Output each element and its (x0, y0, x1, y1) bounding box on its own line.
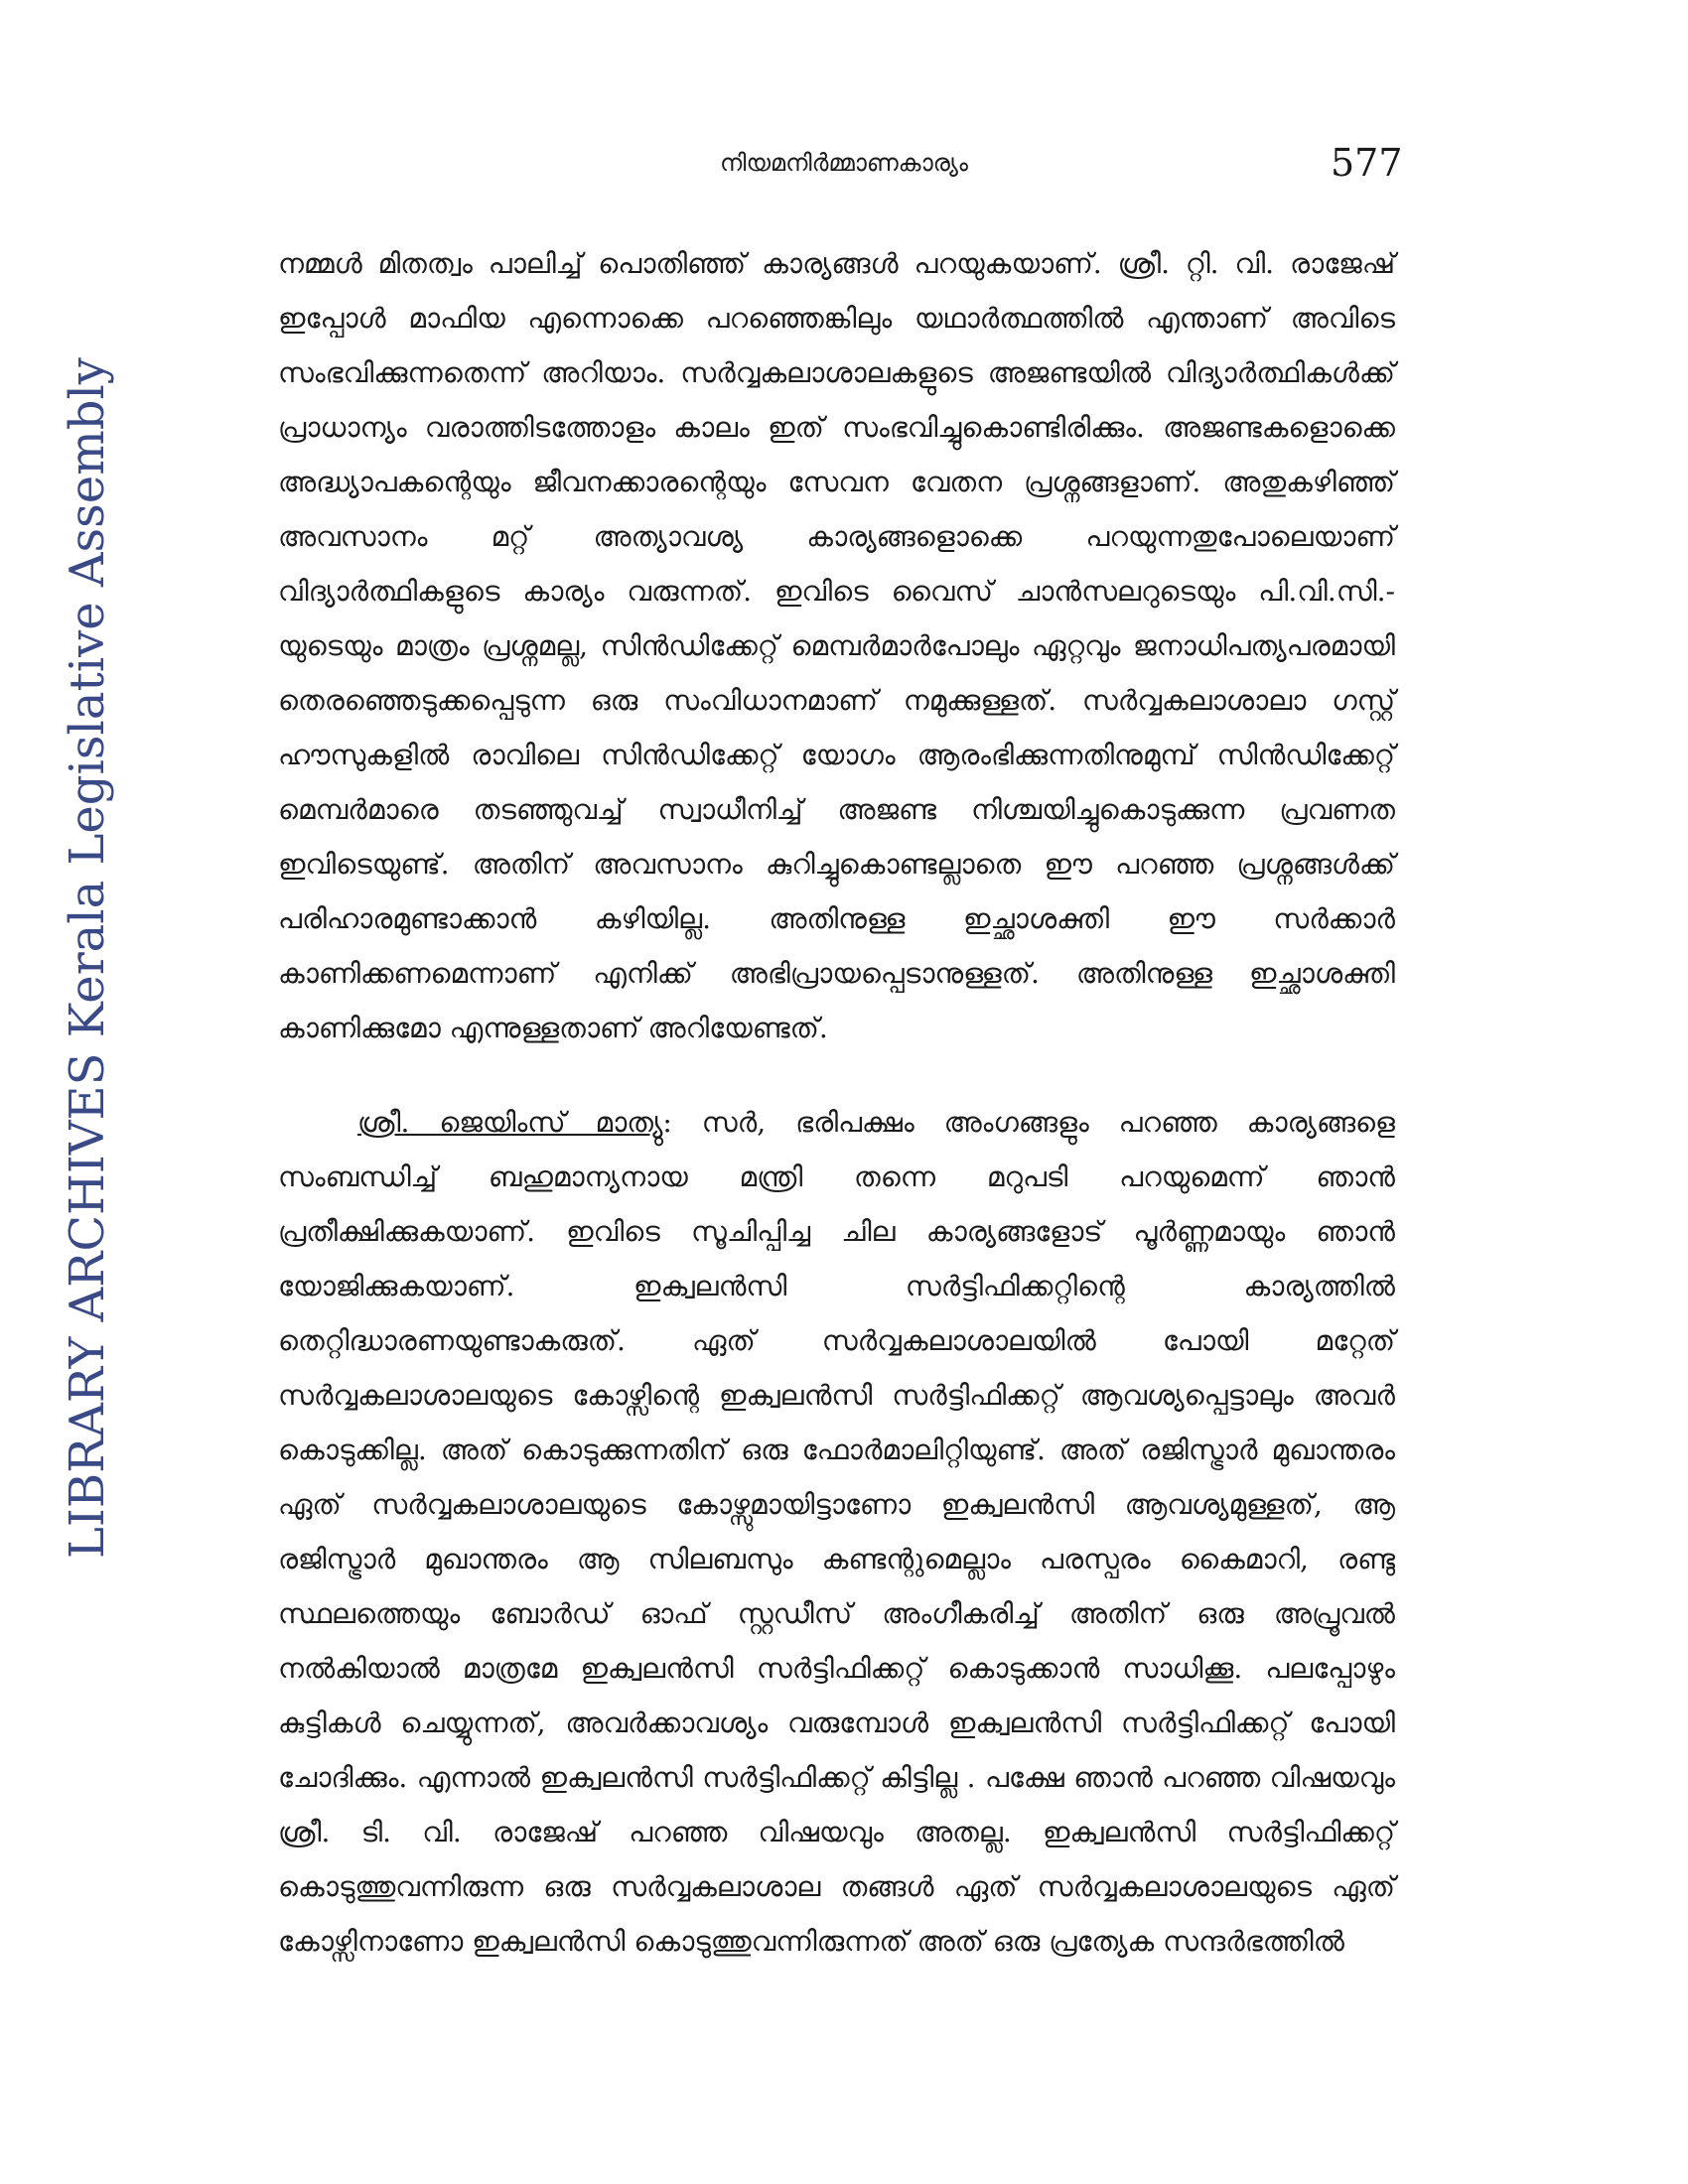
speaker-name: ശ്രീ. ജെയിംസ് മാത്യു (357, 1106, 663, 1139)
page-body (278, 236, 1395, 1969)
page-number: 577 (1331, 141, 1403, 185)
paragraph-2 (278, 1095, 1395, 1969)
side-watermark: LIBRARY ARCHIVES Kerala Legislative Assembly (60, 357, 115, 1559)
paragraph-1: നമ്മൾ മിതത്വം പാലിച്ച് പൊതിഞ്ഞ് കാര്യങ്ങൾ പറയുകയാണ്. ശ്രീ. റ്റി. വി. രാജേഷ് ഇപ്പോൾ മാഫിയ എന്നൊക്കെ പറഞ്ഞെങ്കിലും യഥാർത്ഥത്തിൽ എന്താണ് അവിടെ സംഭവിക്കുന്നതെന്ന് അറിയാം. സർവ്വകലാശാലകളുടെ അജണ്ടയിൽ വിദ്യാർത്ഥികൾക്ക് പ്രാധാന്യം വരാത്തിടത്തോളം കാലം ഇത് സംഭവിച്ചുകൊണ്ടിരിക്കും. അജണ്ടകളൊക്കെ അദ്ധ്യാപകന്റെയും ജീവനക്കാരന്റെയും സേവന വേതന പ്രശ്നങ്ങളാണ്. അതുകഴിഞ്ഞ് അവസാനം മറ്റ് അത്യാവശ്യ കാര്യങ്ങളൊക്കെ പറയുന്നതുപോലെയാണ് വിദ്യാർത്ഥികളുടെ കാര്യം വരുന്നത്. ഇവിടെ വൈസ് ചാൻസലറുടെയും പി.വി.സി.-യുടെയും മാത്രം പ്രശ്നമല്ല, സിൻഡിക്കേറ്റ് മെമ്പർമാർപോലും ഏറ്റവും ജനാധിപത്യപരമായി തെരഞ്ഞെടുക്കപ്പെടുന്ന ഒരു സംവിധാനമാണ് നമുക്കുള്ളത്. സർവ്വകലാശാലാ ഗസ്റ്റ് ഹൗസുകളിൽ രാവിലെ സിൻഡിക്കേറ്റ് യോഗം ആരംഭിക്കുന്നതിനുമുമ്പ് സിൻഡിക്കേറ്റ് മെമ്പർമാരെ തടഞ്ഞുവച്ച് സ്വാധീനിച്ച് അജണ്ട നിശ്ചയിച്ചുകൊടുക്കുന്ന പ്രവണത ഇവിടെയുണ്ട്. അതിന് അവസാനം കുറിച്ചുകൊണ്ടല്ലാതെ ഈ പറഞ്ഞ പ്രശ്നങ്ങൾക്ക് പരിഹാരമുണ്ടാക്കാൻ കഴിയില്ല. അതിനുള്ള ഇച്ഛാശക്തി ഈ സർക്കാർ കാണിക്കണമെന്നാണ് എനിക്ക് അഭിപ്രായപ്പെടാനുള്ളത്. അതിനുള്ള ഇച്ഛാശക്തി കാണിക്കുമോ എന്നുള്ളതാണ് അറിയേണ്ടത്. (278, 247, 1395, 1044)
paragraph-2-text: : സർ, ഭരിപക്ഷം അംഗങ്ങളും പറഞ്ഞ കാര്യങ്ങളെ സംബന്ധിച്ച് ബഹുമാന്യനായ മന്ത്രി തന്നെ മറുപടി പറയുമെന്ന് ഞാൻ പ്രതീക്ഷിക്കുകയാണ്. ഇവിടെ സൂചിപ്പിച്ച ചില കാര്യങ്ങളോട് പൂർണ്ണമായും ഞാൻ യോജിക്കുകയാണ്. ഇക്വലൻസി സർട്ടിഫിക്കറ്റിന്റെ കാര്യത്തിൽ തെറ്റിദ്ധാരണയുണ്ടാകരുത്. ഏത് സർവ്വകലാശാലയിൽ പോയി മറ്റേത് സർവ്വകലാശാലയുടെ കോഴ്സിന്റെ ഇക്വലൻസി സർട്ടിഫിക്കറ്റ് ആവശ്യപ്പെട്ടാലും അവർ കൊടുക്കില്ല. അത് കൊടുക്കുന്നതിന് ഒരു ഫോർമാലിറ്റിയുണ്ട്. അത് രജിസ്ട്രാർ മുഖാന്തരം ഏത് സർവ്വകലാശാലയുടെ കോഴ്സുമായിട്ടാണോ ഇക്വലൻസി ആവശ്യമുള്ളത്, ആ രജിസ്ട്രാർ മുഖാന്തരം ആ സിലബസും കണ്ടന്റുമെല്ലാം പരസ്പരം കൈമാറി, രണ്ടു സ്ഥലത്തെയും ബോർഡ് ഓഫ് സ്റ്റഡീസ് അംഗീകരിച്ച് അതിന് ഒരു അപ്രൂവൽ നൽകിയാൽ മാത്രമേ ഇക്വലൻസി സർട്ടിഫിക്കറ്റ് കൊടുക്കാൻ സാധിക്കൂ. പലപ്പോഴും കുട്ടികൾ ചെയ്യുന്നത്, അവർക്കാവശ്യം വരുമ്പോൾ ഇക്വലൻസി സർട്ടിഫിക്കറ്റ് പോയി ചോദിക്കും. എന്നാൽ ഇക്വലൻസി സർട്ടിഫിക്കറ്റ് കിട്ടില്ല . പക്ഷേ ഞാൻ പറഞ്ഞ വിഷയവും ശ്രീ. ടി. വി. രാജേഷ് പറഞ്ഞ വിഷയവും അതല്ല. ഇക്വലൻസി സർട്ടിഫിക്കറ്റ് കൊടുത്തുവന്നിരുന്ന ഒരു സർവ്വകലാശാല തങ്ങൾ ഏത് സർവ്വകലാശാലയുടെ ഏത് കോഴ്സിനാണോ ഇക്വലൻസി കൊടുത്തുവന്നിരുന്നത് അത് ഒരു പ്രത്യേക സന്ദർഭത്തിൽ (278, 1106, 1395, 1958)
running-head: നിയമനിർമ്മാണകാര്യം (720, 149, 968, 177)
